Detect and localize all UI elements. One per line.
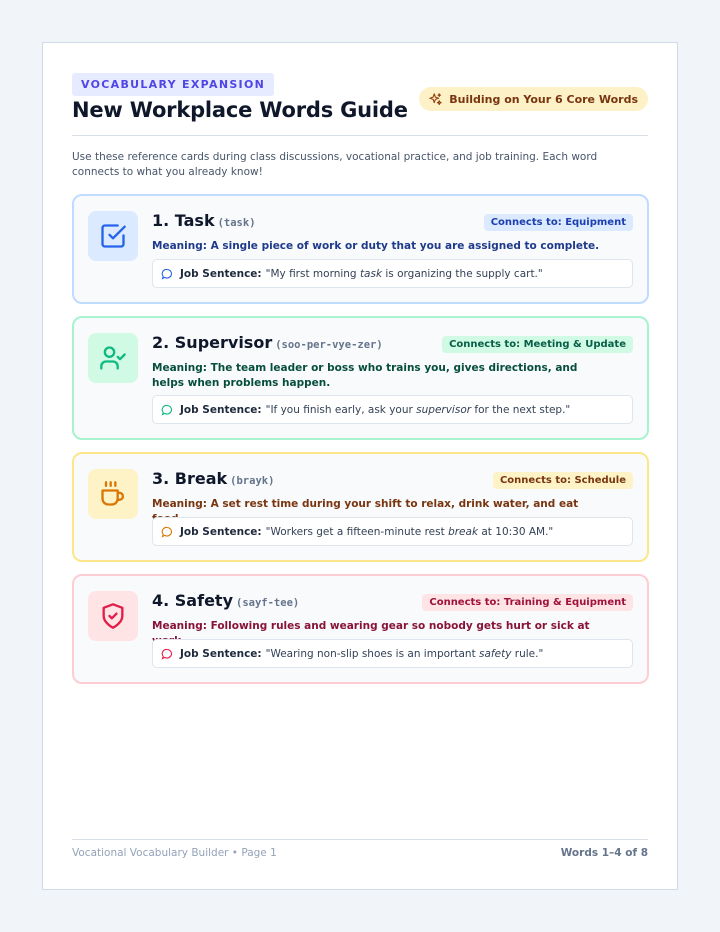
job-sentence-text: "Wearing non-slip shoes is an important safety rule." (265, 647, 544, 660)
job-sentence-label: Job Sentence: (180, 647, 262, 660)
word-card-break (72, 452, 649, 562)
document-page (42, 42, 678, 890)
section-eyebrow: VOCABULARY EXPANSION (72, 73, 274, 96)
footer-divider (72, 839, 648, 840)
word-meaning: Meaning: A single piece of work or duty that you are assigned to complete. (152, 240, 600, 252)
chat-bubble-icon (161, 268, 173, 280)
intro-text: Use these reference cards during class discussions, vocational practice, and job training. Each word connects to what you already know! (72, 151, 598, 178)
word-title: 3. Break (152, 469, 228, 488)
word-pronunciation: (task) (217, 217, 256, 229)
sparkles-icon (428, 92, 443, 107)
page-title: New Workplace Words Guide (72, 98, 408, 122)
header-divider (72, 135, 648, 136)
word-title: 1. Task (152, 211, 215, 230)
word-meaning: Meaning: Following rules and wearing gear so nobody gets hurt or sick at (152, 620, 590, 632)
shield-check-icon (99, 602, 127, 630)
job-sentence (152, 395, 633, 424)
job-sentence (152, 259, 633, 288)
core-words-label: Building on Your 6 Core Words (449, 92, 638, 106)
chat-bubble-icon (161, 648, 173, 660)
word-heading (152, 211, 256, 230)
word-pronunciation: (brayk) (230, 475, 275, 487)
job-sentence-text: "My first morning task is organizing the supply cart." (265, 267, 543, 280)
coffee-cup-icon (99, 480, 127, 508)
footer-word-count: Words 1–4 of 8 (560, 847, 648, 859)
user-check-icon (99, 344, 127, 372)
core-words-badge (419, 87, 648, 111)
word-card-supervisor (72, 316, 649, 440)
word-heading (152, 333, 383, 352)
chat-bubble-icon (161, 526, 173, 538)
footer-page-label: Vocational Vocabulary Builder • Page 1 (72, 847, 277, 859)
word-pronunciation: (sayf-tee) (236, 597, 300, 609)
job-sentence (152, 639, 633, 668)
word-heading (152, 469, 274, 488)
job-sentence (152, 517, 633, 546)
word-icon-box (88, 591, 138, 641)
job-sentence-label: Job Sentence: (180, 403, 262, 416)
connects-tag: Connects to: Equipment (484, 214, 633, 231)
word-title: 4. Safety (152, 591, 233, 610)
word-icon-box (88, 333, 138, 383)
job-sentence-text: "If you finish early, ask your supervisor for the next step." (265, 403, 571, 416)
word-title: 2. Supervisor (152, 333, 273, 352)
job-sentence-label: Job Sentence: (180, 267, 262, 280)
connects-tag: Connects to: Meeting & Update (442, 336, 633, 353)
word-pronunciation: (soo-per-vye-zer) (275, 339, 383, 351)
chat-bubble-icon (161, 404, 173, 416)
word-heading (152, 591, 299, 610)
word-icon-box (88, 469, 138, 519)
word-meaning: Meaning: The team leader or boss who trains you, gives directions, and helps when problems happen. (152, 362, 578, 389)
word-card-task (72, 194, 649, 304)
job-sentence-text: "Workers get a fifteen-minute rest break at 10:30 AM." (265, 525, 554, 538)
job-sentence-label: Job Sentence: (180, 525, 262, 538)
connects-tag: Connects to: Schedule (493, 472, 633, 489)
word-card-safety (72, 574, 649, 684)
word-meaning: Meaning: A set rest time during your shift to relax, drink water, and eat (152, 498, 579, 510)
connects-tag: Connects to: Training & Equipment (422, 594, 633, 611)
checkbox-icon (99, 222, 127, 250)
word-icon-box (88, 211, 138, 261)
